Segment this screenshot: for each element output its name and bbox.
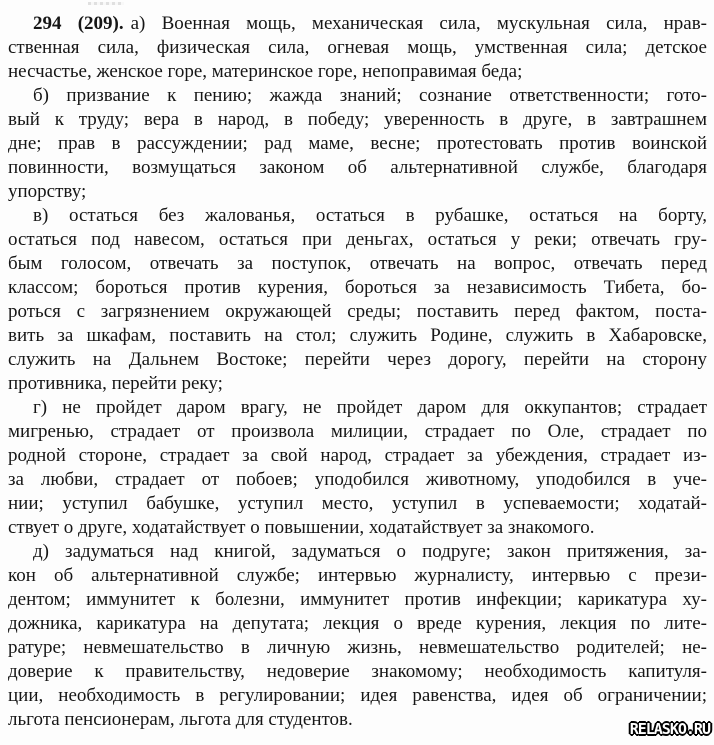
relasko-watermark: RELASKO.RU: [629, 720, 710, 738]
text-line: мигренью, страдает от произвола милиции, страдает по Оле, страдает по: [8, 421, 707, 442]
text-line: вить за шкафам, поставить на стол; служить Родине, служить в Хабаровске,: [8, 325, 707, 346]
text-line: противника, перейти реку;: [8, 373, 223, 394]
text-line: дентом; иммунитет к болезни, иммунитет против инфекции; карикатура ху-: [8, 589, 707, 610]
text-line: доверие к правительству, недоверие знакомому; необходимость капитуля-: [8, 661, 707, 682]
text-line: ратуре; невмешательство в личную жизнь, невмешательство родителей; не-: [8, 637, 707, 658]
text-line: упорству;: [8, 181, 87, 202]
text-line: классом; бороться против курения, бороться за независимость Тибета, бо-: [8, 277, 707, 298]
text-line: дне; прав в рассуждении; рад маме, весне; протестовать против воинской: [8, 133, 707, 154]
text-line: кон об альтернативной службе; интервью журналисту, интервью с прези-: [8, 565, 707, 586]
text-line: [8, 12, 707, 36]
text-line: родной стороне, страдает за свой народ, страдает за убеждения, страдает из-: [8, 445, 707, 466]
exercise-text: [8, 12, 707, 732]
text-line: дожника, карикатура на депутата; лекция о вреде курения, лекция по лите-: [8, 613, 707, 634]
text-line: повинности, возмущаться законом об альтернативной службе, благодаря: [8, 157, 707, 178]
text-line: г) не пройдет даром врагу, не пройдет даром для оккупантов; страдает: [33, 397, 707, 418]
text-line: д) задуматься над книгой, задуматься о подруге; закон притяжения, за-: [33, 541, 707, 562]
cropped-text-artifact: [88, 2, 124, 5]
text-line: служить на Дальнем Востоке; перейти через дорогу, перейти на сторону: [8, 349, 707, 370]
text-line: несчастье, женское горе, материнское горе, непоправимая беда;: [8, 61, 523, 82]
text-line-segment: а) Военная мощь, механическая сила, мускульная сила, нрав-: [130, 13, 707, 34]
text-line: льгота пенсионерам, льгота для студентов.: [8, 709, 353, 730]
text-line: нии; уступил бабушке, уступил место, уступил в успеваемости; ходатай-: [8, 493, 707, 514]
text-line: вый к труду; вера в народ, в победу; уверенность в друге, в завтрашнем: [8, 109, 707, 130]
exercise-number: 294 (209).: [33, 13, 124, 34]
text-line: остаться под навесом, остаться при деньгах, остаться у реки; отвечать гру-: [8, 229, 707, 250]
text-line: в) остаться без жалованья, остаться в рубашке, остаться на борту,: [33, 205, 707, 226]
text-line: б) призвание к пению; жажда знаний; сознание ответственности; гото-: [33, 85, 707, 106]
text-line: бым голосом, отвечать за поступок, отвечать на вопрос, отвечать перед: [8, 253, 707, 274]
text-line: за любви, страдает от побоев; уподобился животному, уподобился в уче-: [8, 469, 707, 490]
text-line: ственная сила, физическая сила, огневая мощь, умственная сила; детское: [8, 37, 707, 58]
text-line: ции, необходимость в регулировании; идея равенства, идея об ограничении;: [8, 685, 707, 706]
text-line: ствует о друге, ходатайствует о повышении, ходатайствует за знакомого.: [8, 517, 595, 538]
text-line: роться с загрязнением окружающей среды; поставить перед фактом, поста-: [8, 301, 707, 322]
